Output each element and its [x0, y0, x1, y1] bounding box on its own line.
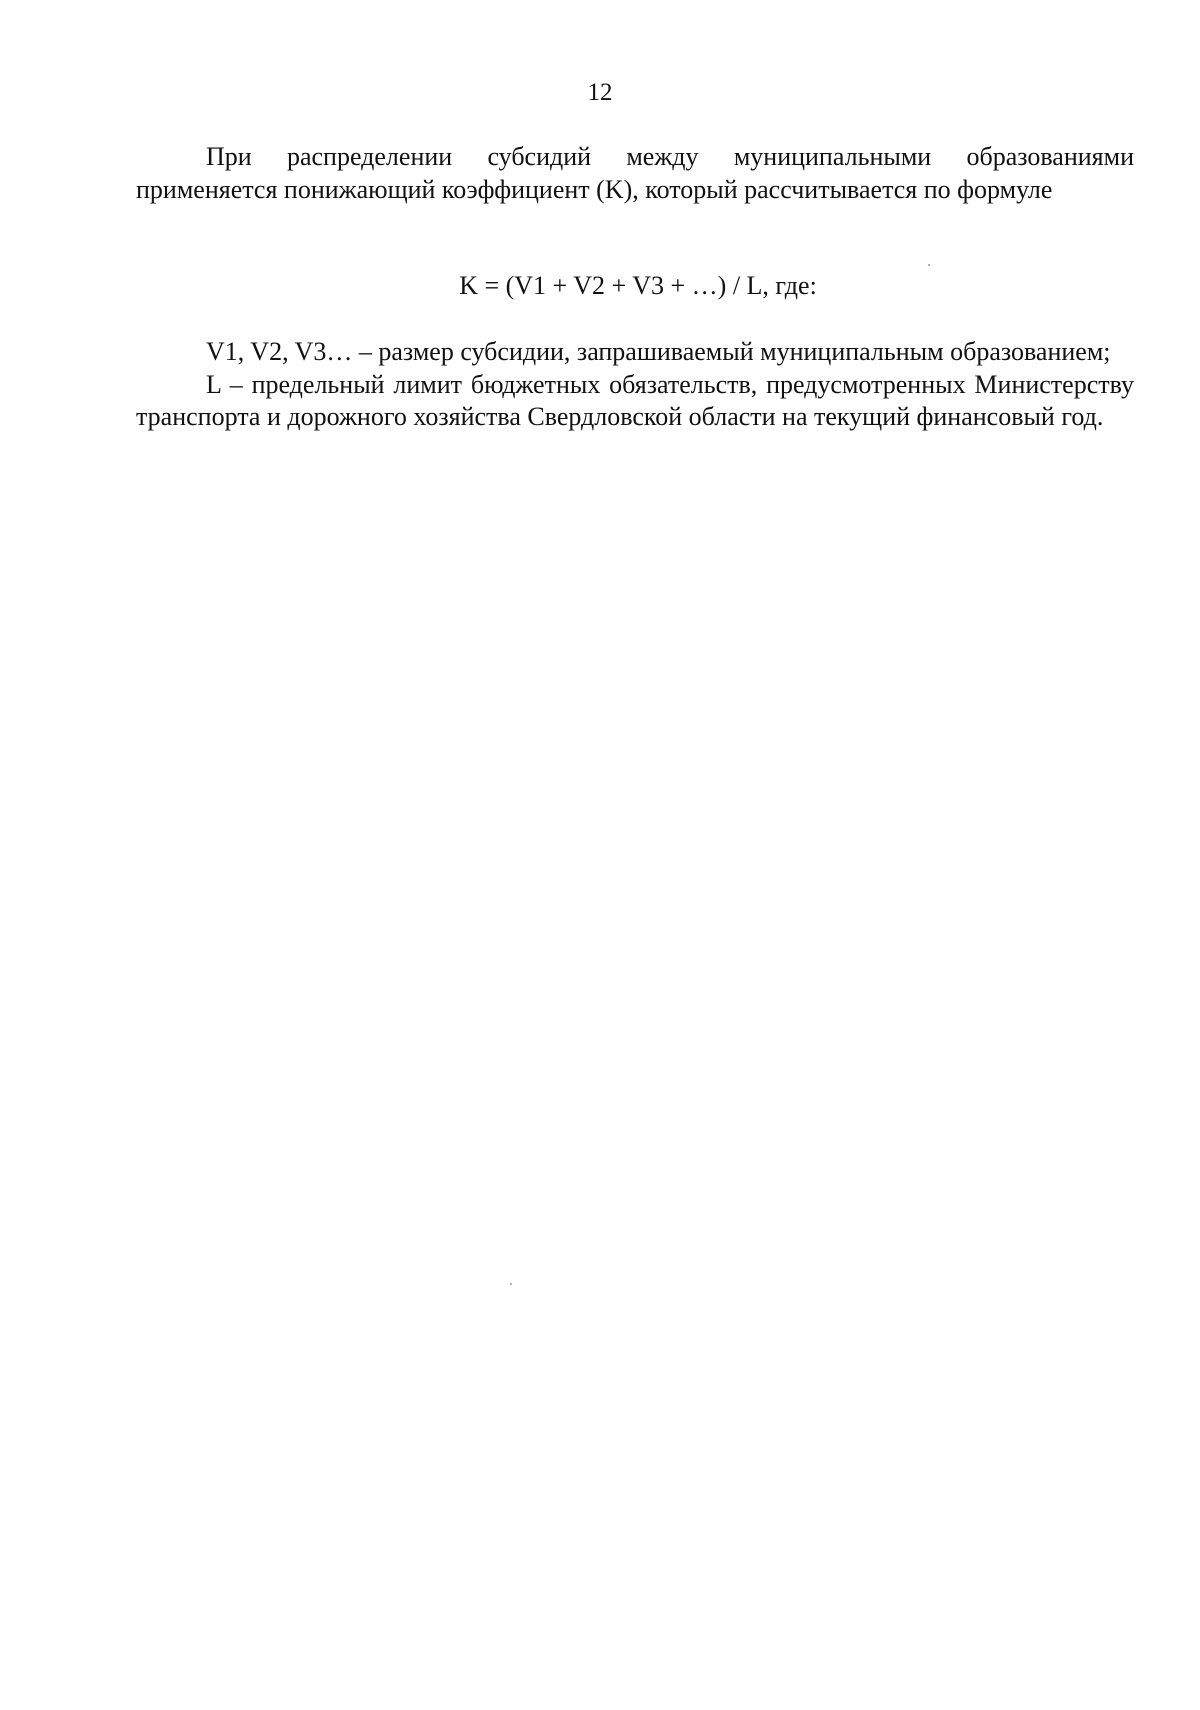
intro-section	[136, 141, 1134, 206]
page-number: 12	[587, 79, 613, 106]
scan-speck	[510, 1283, 512, 1285]
intro-paragraph: При распределении субсидий между муниципальными образованиями применяется понижающий коэффициент (K), который рассчитывается по формуле	[136, 142, 1134, 204]
definition-v-values: V1, V2, V3… – размер субсидии, запрашиваемый муниципальным образованием;	[206, 337, 1111, 366]
coefficient-formula: K = (V1 + V2 + V3 + …) / L, где:	[459, 271, 817, 300]
definition-l-limit: L – предельный лимит бюджетных обязательств, предусмотренных Министерству транспорта и дорожного хозяйства Свердловской области на текущий финансовый год.	[136, 369, 1134, 431]
definitions-section	[136, 336, 1134, 434]
scan-speck	[928, 264, 930, 266]
